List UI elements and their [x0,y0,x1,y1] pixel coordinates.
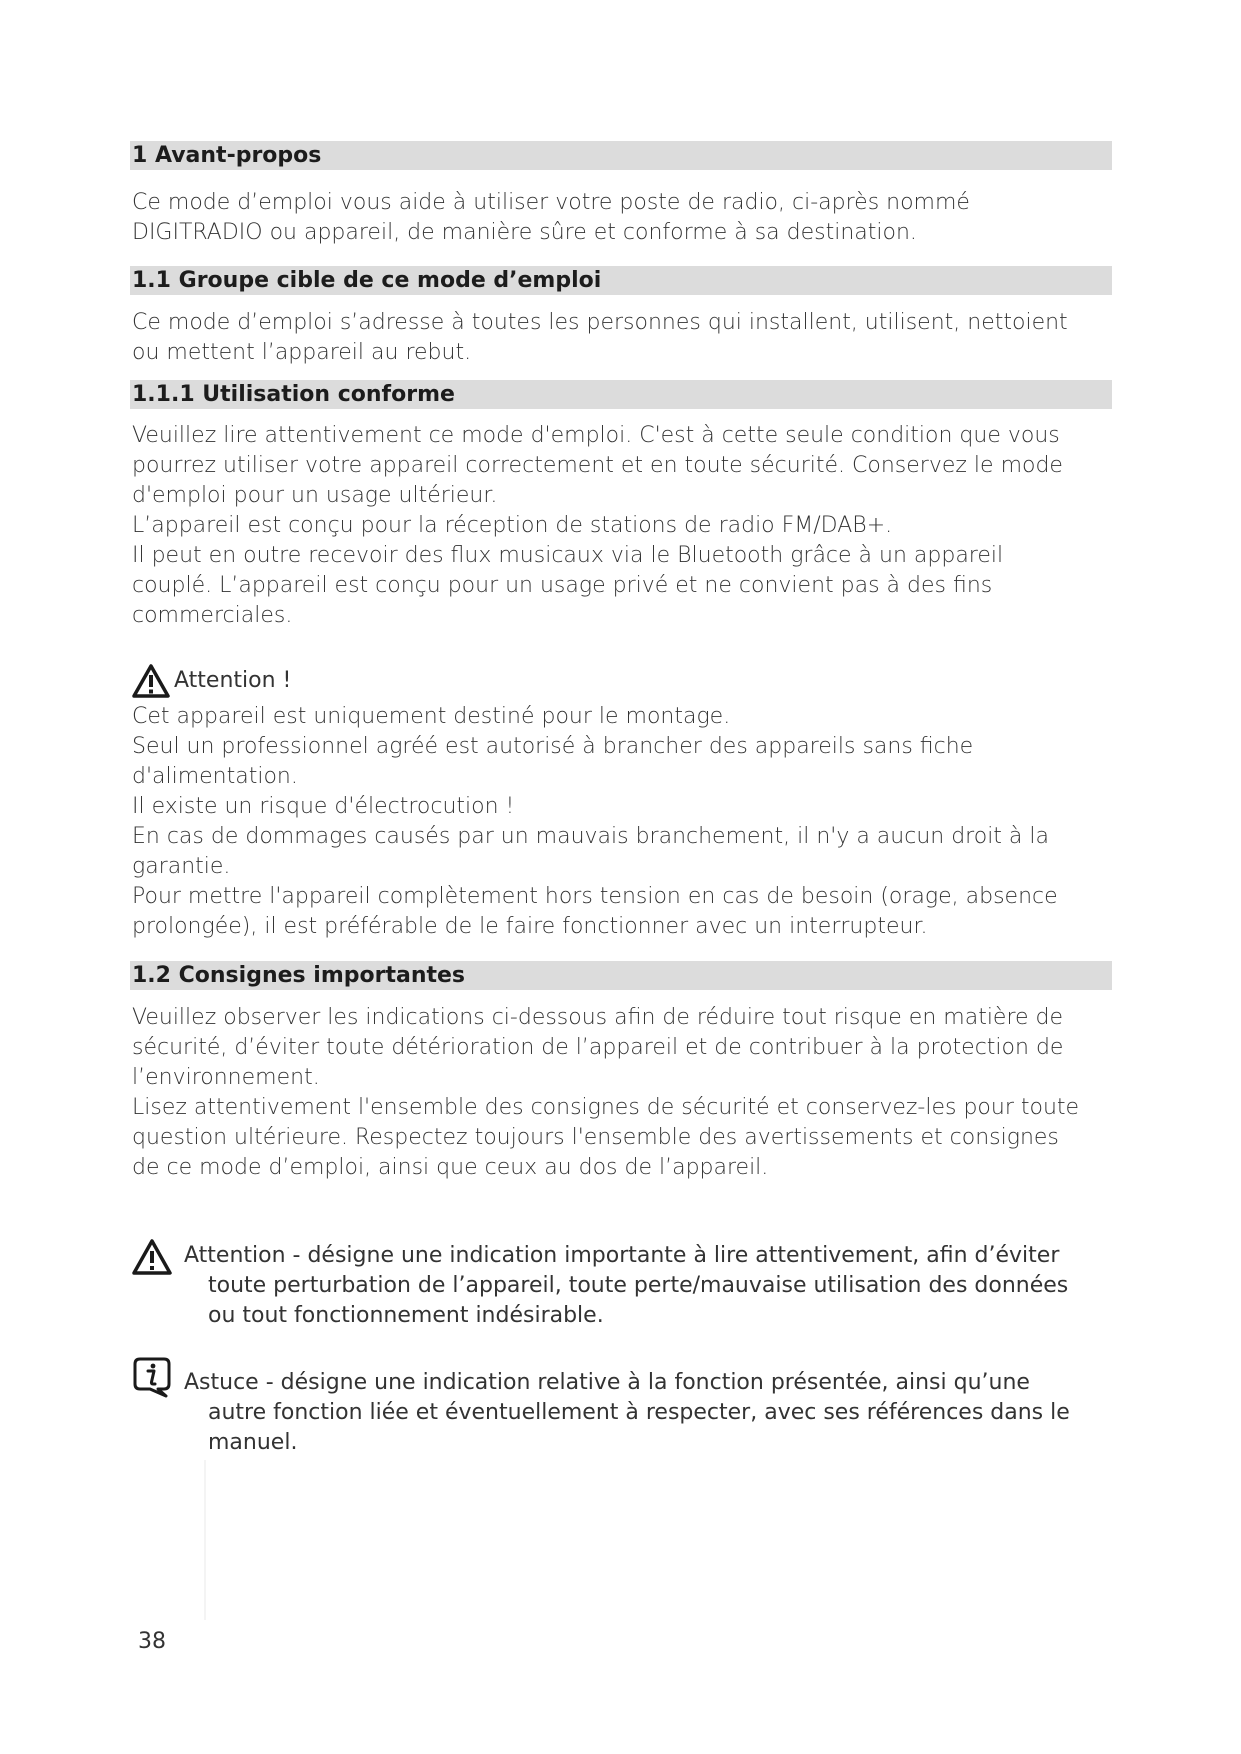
attention-label: Attention ! [174,668,292,693]
text-line: Il peut en outre recevoir des flux musicaux via le Bluetooth grâce à un appareil [132,543,1004,568]
text-line: Ce mode d’emploi s’adresse à toutes les personnes qui installent, utilisent, nettoient [132,310,1068,335]
text-line: Attention - désigne une indication importante à lire attentivement, afin d’éviter [184,1243,1060,1268]
text-line: prolongée), il est préférable de le faire fonctionner avec un interrupteur. [132,914,928,939]
legend-astuce [132,1356,1117,1456]
warning-triangle-icon [132,1239,172,1275]
warning-triangle-icon [132,664,170,698]
paragraph-consignes [132,1003,1117,1183]
text-line: Veuillez lire attentivement ce mode d'emploi. C'est à cette seule condition que vous [132,423,1060,448]
text-line: Il existe un risque d'électrocution ! [132,794,515,819]
text-line: question ultérieure. Respectez toujours l'ensemble des avertissements et consignes [132,1125,1059,1150]
text-line: d'alimentation. [132,764,298,789]
text-line: ou tout fonctionnement indésirable. [208,1303,604,1328]
text-line: Astuce - désigne une indication relative à la fonction présentée, ainsi qu’une [184,1370,1030,1395]
legend-attention [132,1239,1117,1339]
attention-title [132,664,291,698]
text-line: Veuillez observer les indications ci-dessous afin de réduire tout risque en matière de [132,1005,1064,1030]
page-number: 38 [138,1629,166,1654]
legend-attention-text [184,1241,1114,1331]
text-line: autre fonction liée et éventuellement à respecter, avec ses références dans le [208,1400,1070,1425]
paragraph-avant-propos [132,188,1117,248]
text-line: Pour mettre l'appareil complètement hors tension en cas de besoin (orage, absence [132,884,1058,909]
text-line: ou mettent l’appareil au rebut. [132,340,472,365]
text-line: DIGITRADIO ou appareil, de manière sûre et conforme à sa destination. [132,220,917,245]
text-line: Cet appareil est uniquement destiné pour le montage. [132,704,731,729]
heading-groupe-cible: 1.1 Groupe cible de ce mode d’emploi [130,266,1112,295]
paragraph-groupe-cible [132,308,1117,368]
text-line: sécurité, d’éviter toute détérioration de l’appareil et de contribuer à la protection de [132,1035,1064,1060]
paragraph-attention [132,702,1117,942]
text-line: Lisez attentivement l'ensemble des consignes de sécurité et conservez-les pour toute [132,1095,1080,1120]
text-line: pourrez utiliser votre appareil correctement et en toute sécurité. Conservez le mode [132,453,1063,478]
text-line: Seul un professionnel agréé est autorisé à brancher des appareils sans fiche [132,734,974,759]
text-line: toute perturbation de l’appareil, toute perte/mauvaise utilisation des données [208,1273,1069,1298]
text-line: L’appareil est conçu pour la réception de stations de radio FM/DAB+. [132,513,893,538]
text-line: garantie. [132,854,231,879]
text-line: de ce mode d’emploi, ainsi que ceux au dos de l’appareil. [132,1155,769,1180]
text-line: d'emploi pour un usage ultérieur. [132,483,498,508]
info-tip-icon [132,1356,172,1398]
legend-astuce-text [184,1368,1114,1458]
text-line: En cas de dommages causés par un mauvais branchement, il n'y a aucun droit à la [132,824,1049,849]
heading-utilisation-conforme: 1.1.1 Utilisation conforme [130,380,1112,409]
text-line: l’environnement. [132,1065,320,1090]
text-line: Ce mode d’emploi vous aide à utiliser votre poste de radio, ci-après nommé [132,190,970,215]
text-line: couplé. L’appareil est conçu pour un usage privé et ne convient pas à des fins [132,573,993,598]
heading-consignes: 1.2 Consignes importantes [130,961,1112,990]
divider [204,1460,206,1620]
text-line: manuel. [208,1430,298,1455]
text-line: commerciales. [132,603,293,628]
paragraph-utilisation-conforme [132,421,1117,631]
heading-avant-propos: 1 Avant-propos [130,141,1112,170]
